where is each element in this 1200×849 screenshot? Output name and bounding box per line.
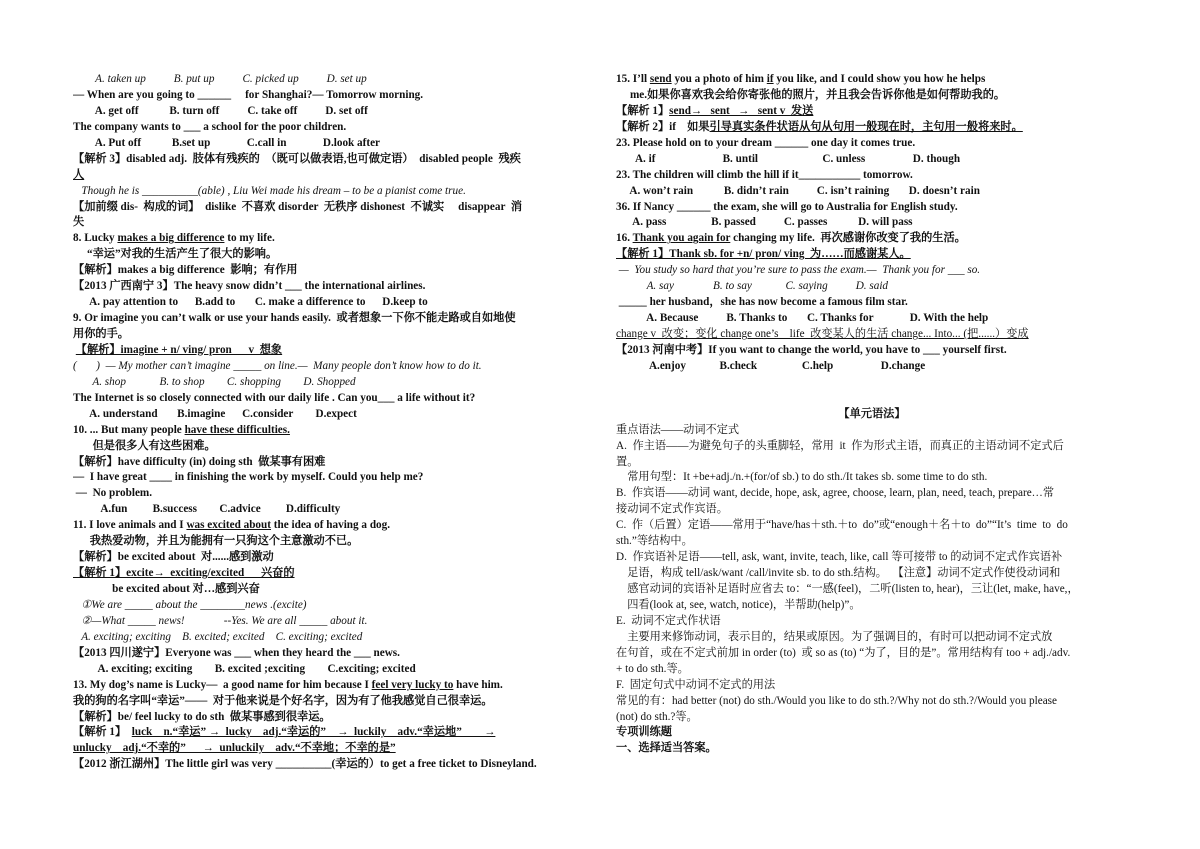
text-line: A. 作主语——为避免句子的头重脚轻，常用 it 作为形式主语，而真正的主语动词不定式后 [616,439,1064,452]
text-line: 【2013 四川遂宁】Everyone was ___ when they heard the ___ news. [73,646,400,659]
text-line: A. pay attention to B.add to C. make a difference to D.keep to [73,296,428,309]
text-line: A. understand B.imagine C.consider D.expect [73,407,357,420]
text-line: A. get off B. turn off C. take off D. set off [73,104,368,117]
text-line: 但是很多人有这些困难。 [73,439,216,452]
text-line: 【解析 1】send→ sent → sent v 发送 [616,104,814,117]
text-line: 【解析 3】disabled adj. 肢体有残疾的 （既可以做表语,也可做定语） disabled people 残疾 [73,152,521,165]
text-line: A. say B. to say C. saying D. said [616,280,889,293]
text-line: 15. I’ll send you a photo of him if you like, and I could show you how he helps [616,73,986,85]
text-line: A. if B. until C. unless D. though [616,152,961,165]
text-line: 【解析】be excited about 对......感到激动 [73,551,274,564]
text-line: — When are you going to ______ for Shanghai?— Tomorrow morning. [73,88,424,101]
text-line: change v 改变；变化 change one’s life 改变某人的生活 change... Into... (把......）变成 [616,328,1029,340]
text-line: unlucky adj.“不幸的” → unluckily adv.“不幸地；不幸的是” [73,742,396,755]
text-line: 11. I love animals and I was excited about the idea of having a dog. [73,519,391,532]
text-line: A. pass B. passed C. passes D. will pass [616,216,913,229]
text-line [616,375,1128,391]
text-line: E. 动词不定式作状语 [616,614,721,627]
text-line: A. shop B. to shop C. shopping D. Shopped [73,375,356,388]
text-line: ①We are _____ about the ________news .(excite) [73,598,307,611]
text-line: The Internet is so closely connected with our daily life . Can you___ a life without it? [73,391,476,404]
text-line: 10. ... But many people have these difficulties. [73,423,290,436]
text-line: 【加前缀 dis- 构成的词】 dislike 不喜欢 disorder 无秩序 dishonest 不诚实 disappear 消 [73,200,523,213]
text-line: _____ her husband，she has now become a famous film star. [616,296,908,309]
text-line: 13. My dog’s name is Lucky— a good name for him because I feel very lucky to have him. [73,678,503,691]
text-line: 【解析 1】 luck n.“幸运” → lucky adj.“幸运的” → luckily adv.“幸运地” → [73,726,496,739]
text-line: 【2012 浙江湖州】The little girl was very __________(幸运的）to get a free ticket to Disneyland. [73,758,537,771]
text-line: 23. Please hold on to your dream ______ one day it comes true. [616,136,916,149]
text-line: “幸运”对我的生活产生了很大的影响。 [73,248,278,261]
text-line: 【解析 1】excite→ exciting/excited 兴奋的 [73,567,295,580]
text-line: 【解析】be/ feel lucky to do sth 做某事感到很幸运。 [73,710,331,723]
text-line: (not) do sth.?等。 [616,710,698,723]
text-line: A. taken up B. put up C. picked up D. set up [73,73,367,85]
text-line: 失 [73,216,85,229]
text-line [616,391,1128,407]
text-line: 16. Thank you again for changing my life. 再次感谢你改变了我的生活。 [616,232,966,245]
text-line: 【解析】imagine + n/ ving/ pron v 想象 [75,343,283,356]
text-line: 一、选择适当答案。 [616,742,717,755]
text-line: 【解析 2】if 如果引导真实条件状语从句从句用一般现在时，主句用一般将来时。 [616,120,1023,133]
text-line: 【2013 河南中考】If you want to change the world, you have to ___ yourself first. [616,343,1007,356]
text-line: B. 作宾语——动词 want, decide, hope, ask, agree, choose, learn, plan, need, teach, prepare…常 [616,487,1055,500]
text-line: 四看(look at, see, watch, notice)，半帮助(help)”。 [616,598,861,611]
text-line: 主要用来修饰动词，表示目的，结果或原因。为了强调目的，有时可以把动词不定式放 [616,630,1053,643]
text-line: 用你的手。 [73,328,129,340]
text-line: 常见的有：had better (not) do sth./Would you like to do sth.?/Why not do sth.?/Would you please [616,694,1057,707]
text-line: 人 [73,168,85,181]
text-line: 【解析】have difficulty (in) doing sth 做某事有困难 [73,455,326,468]
text-line: 23. The children will climb the hill if it___________ tomorrow. [616,168,913,181]
text-line: C. 作（后置）定语——常用于“have/has＋sth.＋to do”或“enough＋名＋to do”“It’s time to do [616,519,1068,532]
text-line: ( ) — My mother can’t imagine _____ on line.— Many people don’t know how to do it. [73,359,482,372]
text-line: — You study so hard that you’re sure to pass the exam.— Thank you for ___ so. [616,264,981,277]
text-line: 在句首，或在不定式前加 in order (to) 或 so as (to) “为了，目的是”。常用结构有 too + adj./adv. [616,646,1071,659]
text-line: 9. Or imagine you can’t walk or use your hands easily. 或者想象一下你不能走路或自如地使 [73,312,516,325]
text-line: 【解析】makes a big difference 影响；有作用 [73,264,298,277]
text-line: Though he is __________(able) , Liu Wei made his dream – to be a pianist come true. [73,184,466,197]
text-line: 我热爱动物，并且为能拥有一只狗这个主意激动不已。 [73,535,359,548]
text-line: F. 固定句式中动词不定式的用法 [616,678,776,691]
text-line: 常用句型：It +be+adj./n.+(for/of sb.) to do sth./It takes sb. some time to do sth. [616,471,988,484]
text-line: A. Because B. Thanks to C. Thanks for D. With the help [616,312,989,325]
text-line: 【解析 1】Thank sb. for +n/ pron/ ving 为……而感谢某人。 [616,248,911,261]
text-line: 重点语法——动词不定式 [616,423,740,436]
text-line: 置。 [616,455,639,468]
text-line: 感官动词的宾语补足语时应省去 to：“一感(feel)，二听(listen to, hear)，三让(let, make, have,， [616,583,1079,595]
text-line: 36. If Nancy ______ the exam, she will go to Australia for English study. [616,200,958,213]
text-line: A. won’t rain B. didn’t rain C. isn’t raining D. doesn’t rain [616,184,980,197]
text-line: — No problem. [73,487,153,500]
text-line: be excited about 对…感到兴奋 [73,583,260,595]
text-line: 我的狗的名字叫“幸运”—— 对于他来说是个好名字，因为有了他我感觉自己很幸运。 [73,694,493,707]
text-line: A. exciting; exciting B. excited; excited C. exciting; excited [73,630,363,643]
text-line: A.fun B.success C.advice D.difficulty [73,503,341,516]
text-line: — I have great ____ in finishing the work by myself. Could you help me? [73,471,424,484]
text-line: D. 作宾语补足语——tell, ask, want, invite, teach, like, call 等可接带 to 的动词不定式作宾语补 [616,551,1063,564]
text-line: 足语，构成 tell/ask/want /call/invite sb. to do sth.结构。 【注意】动词不定式作使役动词和 [616,567,1061,580]
right-column [616,72,1128,757]
text-line: The company wants to ___ a school for the poor children. [73,120,347,133]
text-line: A. exciting; exciting B. excited ;exciting C.exciting; excited [73,662,416,675]
text-line: me.如果你喜欢我会给你寄张他的照片，并且我会告诉你他是如何帮助我的。 [616,88,1006,101]
text-line: 接动词不定式作宾语。 [616,503,728,516]
text-line: 专项训练题 [616,726,672,739]
text-line: 【单元语法】 [838,407,906,420]
text-line: A.enjoy B.check C.help D.change [616,359,926,372]
text-line: sth.”等结构中。 [616,535,693,548]
text-line: + to do sth.等。 [616,662,689,675]
text-line: 【2013 广西南宁 3】The heavy snow didn’t ___ the international airlines. [73,280,426,293]
text-line: A. Put off B.set up C.call in D.look after [73,136,381,149]
left-column [73,72,585,773]
text-line: 8. Lucky makes a big difference to my life. [73,232,275,245]
text-line: ②—What _____ news! --Yes. We are all _____ about it. [73,614,368,627]
